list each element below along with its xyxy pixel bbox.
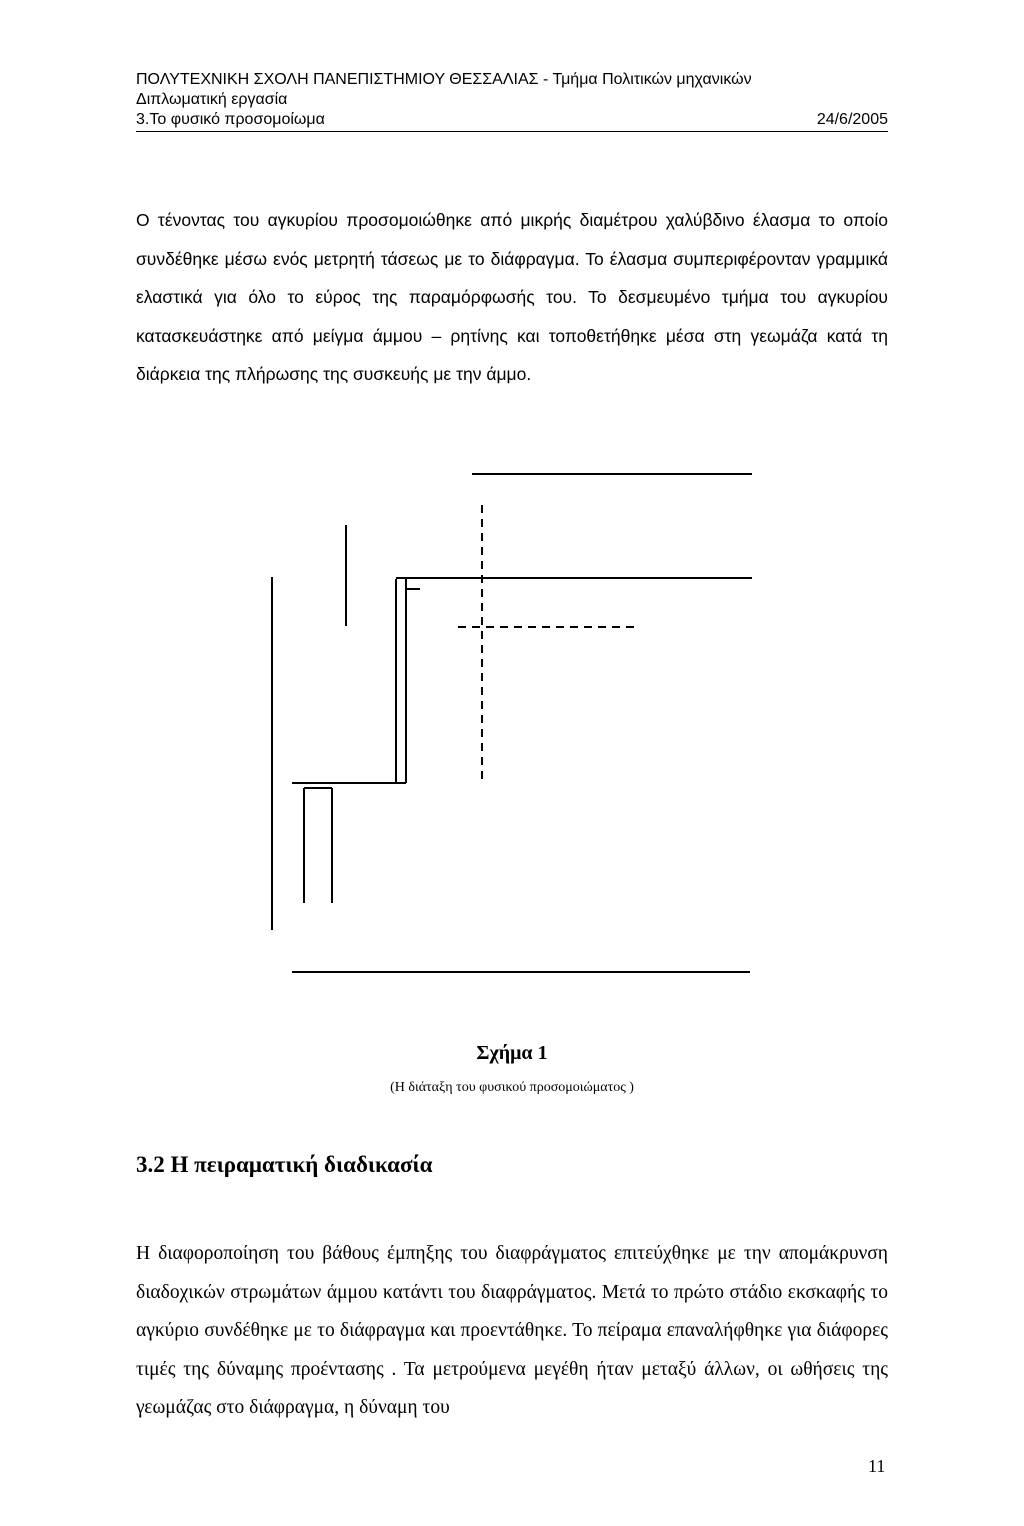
header-doc-type: Διπλωματική εργασία (136, 91, 288, 108)
section-heading: 3.2 Η πειραματική διαδικασία (136, 1152, 433, 1177)
figure-caption: (Η διάταξη του φυσικού προσομοιώματος ) (390, 1080, 634, 1095)
paragraph-experimental-procedure: Η διαφοροποίηση του βάθους έμπηξης του διαφράγματος επιτεύχθηκε με την απομάκρυνση διαδοχικών στρωμάτων άμμου κατάντι του διαφράγματος. Μετά το πρώτο στάδιο εκσκαφής το αγκύριο συνδέθηκε με το διάφραγμα και προεντάθηκε. Το πείραμα επαναλήφθηκε για διάφορες τιμές της δύναμης προέντασης . Τα μετρούμενα μεγέθη ήταν μεταξύ άλλων, οι ωθήσεις της γεωμάζας στο διάφραγμα, η δύναμη του (136, 1243, 888, 1418)
header-chapter: 3.Το φυσικό προσομοίωμα (136, 111, 325, 128)
page-number: 11 (868, 1456, 886, 1476)
page-header (136, 70, 888, 132)
figure-model-setup (250, 455, 770, 995)
figure-title: Σχήμα 1 (476, 1042, 548, 1064)
header-chapter-row (136, 110, 888, 132)
header-date: 24/6/2005 (816, 111, 888, 128)
paragraph-anchor-description: Ο τένοντας του αγκυρίου προσομοιώθηκε από μικρής διαμέτρου χαλύβδινο έλασμα το οποίο συνδέθηκε μέσω ενός μετρητή τάσεως με το διάφραγμα. Το έλασμα συμπεριφέρονταν γραμμικά ελαστικά για όλο το εύρος της παραμόρφωσής του. Το δεσμευμένο τμήμα του αγκυρίου κατασκευάστηκε από μείγμα άμμου – ρητίνης και τοποθετήθηκε μέσα στη γεωμάζα κατά τη διάρκεια της πλήρωσης της συσκευής με την άμμο. (136, 210, 888, 384)
header-institution: ΠΟΛΥΤΕΧΝΙΚΗ ΣΧΟΛΗ ΠΑΝΕΠΙΣΤΗΜΙΟΥ ΘΕΣΣΑΛΙΑΣ - Τμήμα Πολιτικών μηχανικών (136, 71, 752, 88)
